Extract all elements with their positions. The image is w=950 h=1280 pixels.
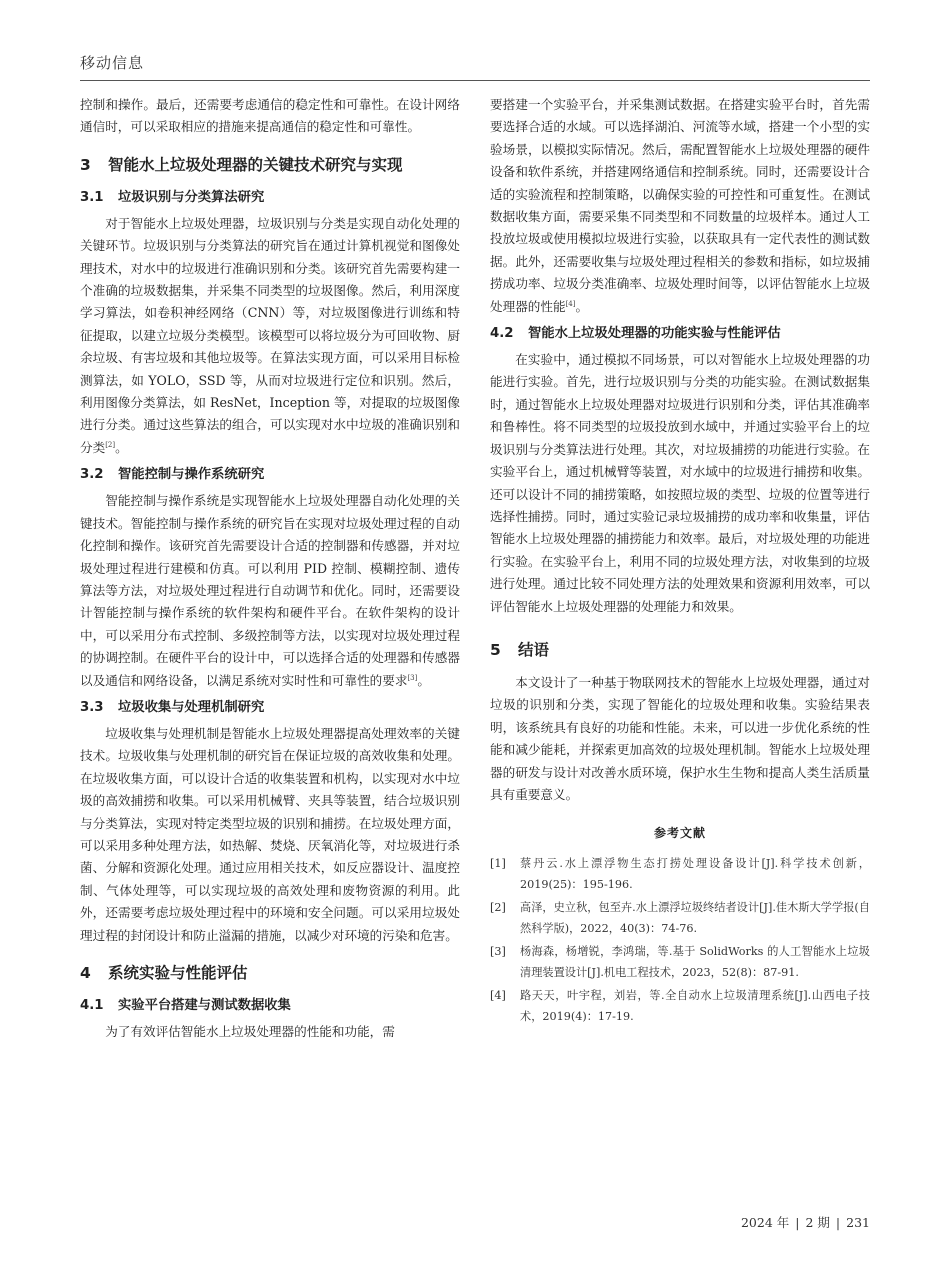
subsection-title: 垃圾收集与处理机制研究 xyxy=(118,699,265,715)
footer-year: 2024 年 xyxy=(740,1215,790,1230)
paragraph: 为了有效评估智能水上垃圾处理器的性能和功能，需 xyxy=(105,1024,395,1039)
footer-issue: 2 期 xyxy=(805,1215,830,1230)
citation: [4] xyxy=(565,299,576,308)
subsection-heading xyxy=(80,697,460,719)
section-heading xyxy=(490,638,870,662)
subsection-title: 垃圾识别与分类算法研究 xyxy=(118,189,265,205)
subsection-heading xyxy=(80,995,460,1017)
paragraph-end: 。 xyxy=(417,672,430,688)
paragraph xyxy=(80,490,460,692)
reference-text: 杨海森，杨增锐，李鸿瑞，等.基于 SolidWorks 的人工智能水上垃圾清理装置设计[J].机电工程技术，2023，52(8)：87-91. xyxy=(520,945,870,980)
paragraph: 本文设计了一种基于物联网技术的智能水上垃圾处理器，通过对垃圾的识别和分类，实现了智能化的垃圾处理和收集。实验结果表明，该系统具有良好的功能和性能。未来，可以进一步优化系统的性能和减少能耗，并探索更加高效的垃圾处理机制。智能水上垃圾处理器的研发与设计对改善水质环境，保护水生生物和提高人类生活质量具有重要意义。 xyxy=(490,674,870,802)
paragraph: 在实验中，通过模拟不同场景，可以对智能水上垃圾处理器的功能进行实验。首先，进行垃圾识别与分类的功能实验。在测试数据集时，通过智能水上垃圾处理器对垃圾进行识别和分类，评估其准确率和鲁棒性。将不同类型的垃圾投放到水域中，并通过实验平台上的垃圾识别与分类算法进行处理。其次，对垃圾捕捞的功能进行实验。在实验平台上，通过机械臂等装置，对水域中的垃圾进行捕捞和收集。还可以设计不同的捕捞策略，如按照垃圾的类型、垃圾的位置等进行选择性捕捞。同时，通过实验记录垃圾捕捞的成功率和收集量，评估智能水上垃圾处理器的捕捞能力和效率。最后，对垃圾处理的功能进行实验。在实验平台上，利用不同的垃圾处理方法，对收集到的垃圾进行处理。通过比较不同处理方法的处理效果和资源利用效率，可以评估智能水上垃圾处理器的处理能力和效果。 xyxy=(490,352,870,614)
section-title: 智能水上垃圾处理器的关键技术研究与实现 xyxy=(108,155,403,174)
reference-item xyxy=(490,985,870,1027)
subsection-heading xyxy=(80,187,460,209)
citation: [3] xyxy=(407,673,418,682)
paragraph xyxy=(80,213,460,459)
section-number: 4 xyxy=(80,964,91,982)
subsection-number: 4.1 xyxy=(80,998,104,1013)
paragraph-text: 对于智能水上垃圾处理器，垃圾识别与分类是实现自动化处理的关键环节。垃圾识别与分类算法的研究旨在通过计算机视觉和图像处理技术，对水中的垃圾进行准确识别和分类。该研究首先需要构建一个准确的垃圾数据集，并采集不同类型的垃圾图像。然后，利用深度学习算法，如卷积神经网络（CNN）等，对垃圾图像进行训练和特征提取，以建立垃圾分类模型。该模型可以将垃圾分为可回收物、厨余垃圾、有害垃圾和其他垃圾等。在算法实现方面，可以采用目标检测算法，如 YOLO，SSD 等，从而对垃圾进行定位和识别。然后，利用图像分类算法，如 ResNet，Inception 等，对提取的垃圾图像进行分类。通过这些算法的组合，可以实现对水中垃圾的准确识别和分类 xyxy=(80,215,460,455)
left-column xyxy=(80,94,460,1043)
reference-text: 蔡丹云.水上漂浮物生态打捞处理设备设计[J].科学技术创新，2019(25)：195-196. xyxy=(520,857,870,892)
subsection-heading xyxy=(80,464,460,486)
subsection-number: 3.2 xyxy=(80,467,104,483)
reference-text: 高泽，史立秋，包至卉.水上漂浮垃圾终结者设计[J].佳木斯大学学报(自然科学版)，2022，40(3)：74-76. xyxy=(520,901,870,936)
reference-item xyxy=(490,853,870,895)
page-number: 231 xyxy=(846,1215,870,1230)
subsection-number: 3.1 xyxy=(80,189,104,205)
paragraph: 垃圾收集与处理机制是智能水上垃圾处理器提高处理效率的关键技术。垃圾收集与处理机制的研究旨在保证垃圾的高效收集和处理。在垃圾收集方面，可以设计合适的收集装置和机构，以实现对水中垃圾的高效捕捞和收集。可以采用机械臂、夹具等装置，结合垃圾识别与分类算法，实现对特定类型垃圾的识别和捕捞。在垃圾处理方面，可以采用多种处理方法，如热解、焚烧、厌氧消化等，对垃圾进行杀菌、分解和资源化处理。通过应用相关技术，如反应器设计、温度控制、气体处理等，可以实现垃圾的高效处理和废物资源的利用。此外，还需要考虑垃圾处理过程中的环境和安全问题。可以采用垃圾处理过程的封闭设计和防止溢漏的措施，以减少对环境的污染和危害。 xyxy=(80,725,460,943)
right-column xyxy=(490,94,870,1029)
subsection-number: 4.2 xyxy=(490,326,514,342)
citation: [2] xyxy=(105,440,116,449)
reference-text: 路天天，叶宇程，刘岩，等.全自动水上垃圾清理系统[J].山西电子技术，2019(4)：17-19. xyxy=(520,989,870,1024)
paragraph-end: 。 xyxy=(115,439,128,455)
reference-index: [2] xyxy=(490,901,506,915)
paragraph: 控制和操作。最后，还需要考虑通信的稳定性和可靠性。在设计网络通信时，可以采取相应的措施来提高通信的稳定性和可靠性。 xyxy=(80,97,460,135)
section-title: 结语 xyxy=(518,640,550,659)
section-title: 系统实验与性能评估 xyxy=(108,964,248,982)
page-footer: 2024 年 | 2 期 | 231 xyxy=(740,1215,870,1230)
reference-index: [3] xyxy=(490,945,506,959)
reference-item xyxy=(490,941,870,983)
subsection-title: 智能水上垃圾处理器的功能实验与性能评估 xyxy=(528,326,781,342)
section-heading xyxy=(80,961,460,985)
subsection-number: 3.3 xyxy=(80,699,104,715)
page-header xyxy=(80,50,870,81)
paragraph-end: 。 xyxy=(575,298,589,314)
references-title: 参考文献 xyxy=(653,826,706,841)
reference-item xyxy=(490,897,870,939)
reference-index: [1] xyxy=(490,857,506,871)
paragraph-text: 要搭建一个实验平台，并采集测试数据。在搭建实验平台时，首先需要选择合适的水域。可以选择湖泊、河流等水域，搭建一个小型的实验场景，以模拟实际情况。然后，需配置智能水上垃圾处理器的硬件设备和软件系统，并搭建网络通信和控制系统。同时，还需要设计合适的实验流程和控制策略，以确保实验的可控性和可重复性。在测试数据收集方面，需要采集不同类型和不同数量的垃圾样本。通过人工投放垃圾或使用模拟垃圾进行实验，以获取具有一定代表性的测试数据。此外，还需要收集与垃圾处理过程相关的参数和指标，如垃圾捕捞成功率、垃圾分类准确率、垃圾处理时间等，以评估智能水上垃圾处理器的性能 xyxy=(490,97,870,314)
section-heading xyxy=(80,153,460,177)
subsection-heading xyxy=(490,323,870,345)
subsection-title: 实验平台搭建与测试数据收集 xyxy=(118,998,291,1013)
section-number: 3 xyxy=(80,155,91,174)
journal-name: 移动信息 xyxy=(80,54,145,72)
reference-index: [4] xyxy=(490,989,506,1003)
paragraph xyxy=(490,94,870,318)
paragraph-text: 智能控制与操作系统是实现智能水上垃圾处理器自动化处理的关键技术。智能控制与操作系统的研究旨在实现对垃圾处理过程的自动化控制和操作。该研究首先需要设计合适的控制器和传感器，并对垃圾处理过程进行建模和仿真。可以利用 PID 控制、模糊控制、遗传算法等方法，对垃圾处理过程进行自动调节和优化。同时，还需要设计智能控制与操作系统的软件架构和硬件平台。在软件架构的设计中，可以采用分布式控制、多级控制等方法，以实现对垃圾处理过程的协调控制。在硬件平台的设计中，可以选择合适的处理器和传感器以及通信和网络设备，以满足系统对实时性和可靠性的要求 xyxy=(80,493,460,688)
subsection-title: 智能控制与操作系统研究 xyxy=(118,467,265,483)
section-number: 5 xyxy=(490,640,501,659)
